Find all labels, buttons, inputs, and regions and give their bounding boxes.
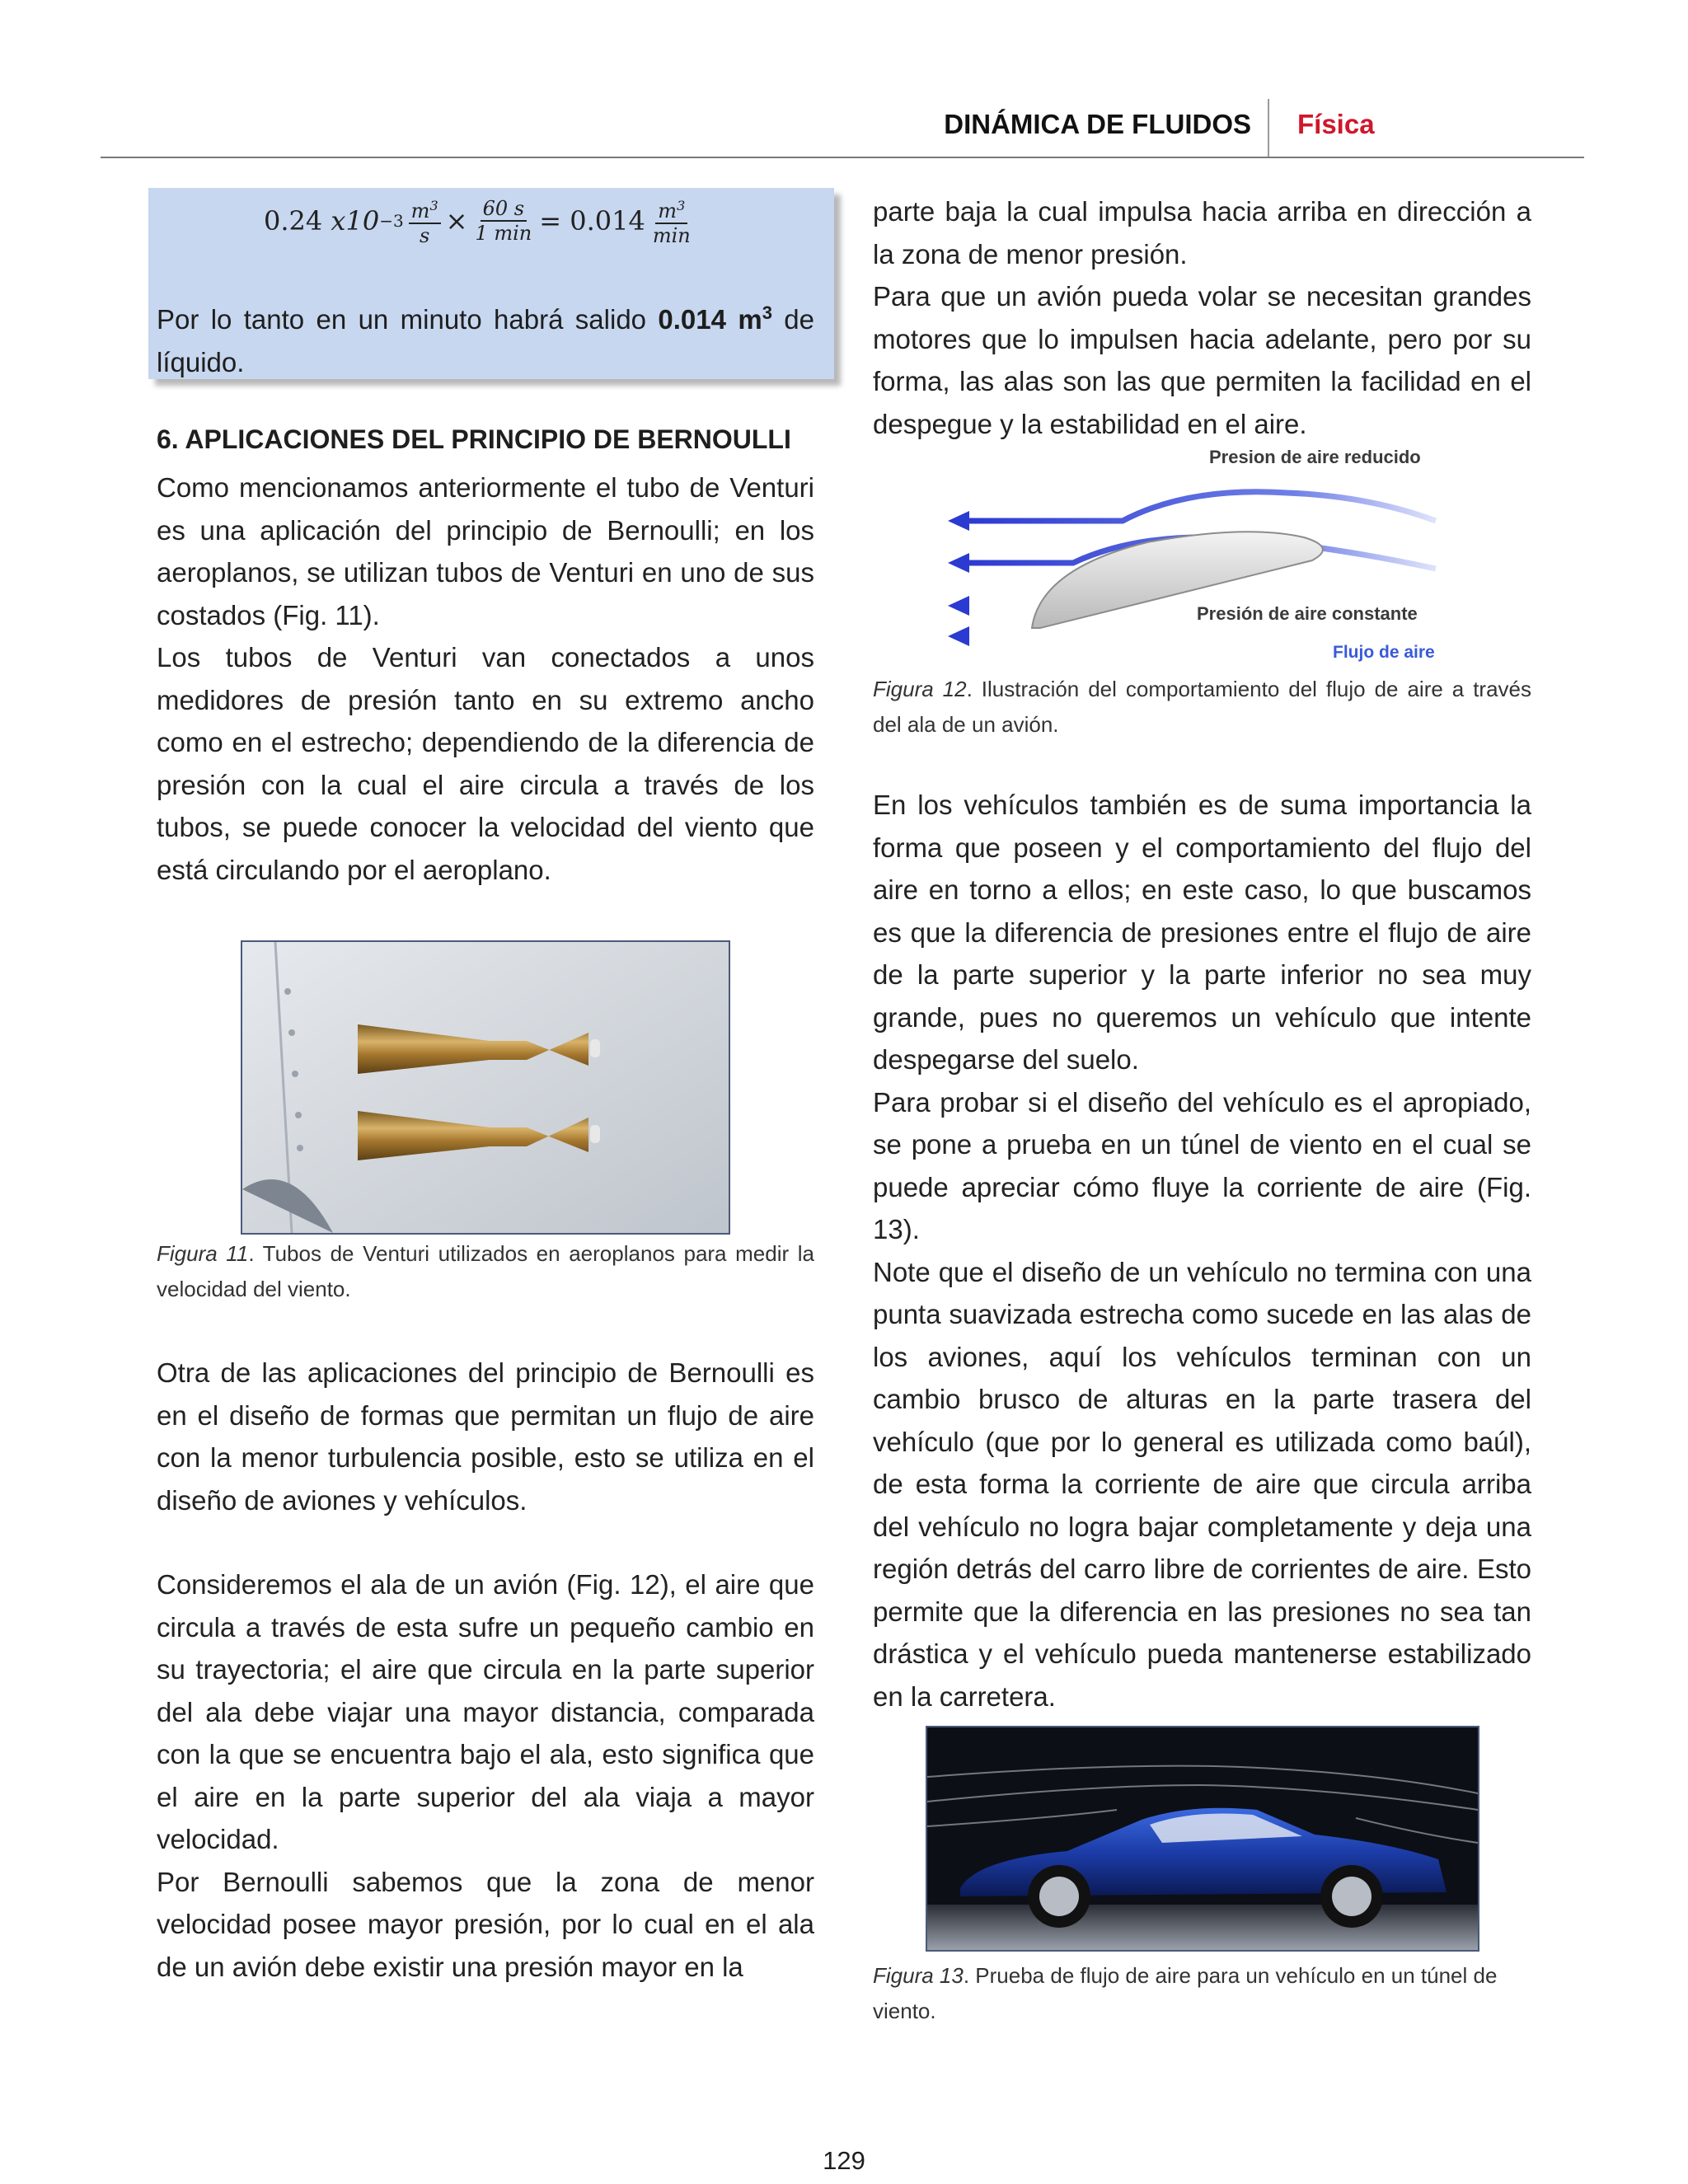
header-subject: Física [1297, 109, 1375, 139]
figure-caption-text: . Ilustración del comportamiento del flujo de aire a través del ala de un avión. [873, 677, 1531, 737]
label-airflow: Flujo de aire [1333, 643, 1435, 662]
figure-13-caption [873, 1958, 1531, 2029]
figure-label: Figura 12 [873, 677, 967, 701]
formula-box [148, 188, 834, 379]
right-column-intro [873, 190, 1531, 445]
formula-x: x10 [331, 205, 380, 237]
conversion-formula [264, 188, 698, 254]
figure-caption-text: . Tubos de Venturi utilizados en aeroplanos para medir la velocidad del viento. [157, 1241, 814, 1301]
paragraph: Consideremos el ala de un avión (Fig. 12), el aire que circula a través de esta sufre un pequeño cambio en su trayectoria; el aire que circula en la parte superior del ala debe viajar una mayor distancia, comparada con la que se encuentra bajo el ala, esto significa que el aire en la parte superior del ala viaja a mayor velocidad. [157, 1569, 814, 1854]
paragraph: Los tubos de Venturi van conectados a unos medidores de presión tanto en su extremo ancho como en el estrecho; dependiendo de la diferencia de presión con la cual el aire circula a través de los tubos, se puede conocer la velocidad del viento que está circulando por el aeroplano. [157, 642, 814, 885]
frac-den: 1 min [475, 222, 532, 245]
figure-label: Figura 13 [873, 1963, 964, 1988]
formula-coef: 0.24 [264, 205, 323, 237]
header-divider [1268, 99, 1269, 157]
formula-exp: −3 [379, 211, 404, 231]
figure-label: Figura 11 [157, 1241, 249, 1266]
paragraph: Para que un avión pueda volar se necesitan grandes motores que lo impulsen hacia adelante, pero por su forma, las alas son las que permiten la facilidad en el despegue y la estabilidad en el aire. [873, 281, 1531, 439]
wing-airflow-figure [941, 445, 1469, 666]
formula-result: = 0.014 [539, 205, 645, 237]
car-wind-tunnel-illustration [927, 1727, 1478, 1950]
frac-num: m [410, 199, 430, 223]
left-column-intro [157, 466, 814, 891]
paragraph: parte baja la cual impulsa hacia arriba en dirección a la zona de menor presión. [873, 196, 1531, 269]
fraction-m3-s [409, 194, 441, 247]
page-number: 129 [823, 2146, 865, 2175]
figure-11-caption [157, 1236, 814, 1307]
formula-conclusion [157, 292, 814, 383]
times-sign: × [445, 205, 468, 237]
conclusion-exp: 3 [762, 302, 772, 323]
frac-num-exp: 3 [429, 198, 438, 213]
left-column-body [157, 1352, 814, 1988]
wing-airflow-diagram [941, 445, 1469, 666]
paragraph: Otra de las aplicaciones del principio de Bernoulli es en el diseño de formas que permitan un flujo de aire con la menor turbulencia posible, esto se utiliza en el diseño de aviones y vehículos. [157, 1357, 814, 1516]
figure-caption-text: . Prueba de flujo de aire para un vehículo en un túnel de viento. [873, 1963, 1498, 2023]
frac-den: min [652, 224, 691, 247]
page-header [101, 99, 1584, 158]
frac-den: s [419, 224, 430, 247]
paragraph: En los vehículos también es de suma importancia la forma que poseen y el comportamiento del flujo del aire en torno a ellos; en este caso, lo que buscamos es que la diferencia de presiones entre el flujo de aire de la parte superior y la parte inferior no sea muy grande, pues no queremos un vehículo que intente despegarse del suelo. [873, 790, 1531, 1075]
conclusion-text: Por lo tanto en un minuto habrá salido [157, 304, 659, 335]
fraction-m3-min [650, 194, 693, 247]
paragraph: Por Bernoulli sabemos que la zona de menor velocidad posee mayor presión, por lo cual en el ala de un avión debe existir una presión mayor en la [157, 1866, 814, 1982]
car-wind-tunnel-photo [926, 1726, 1479, 1952]
frac-num-exp: 3 [677, 198, 686, 213]
conclusion-tail: de líquido. [157, 304, 815, 377]
header-title: DINÁMICA DE FLUIDOS [944, 109, 1251, 139]
frac-num: m [658, 199, 678, 223]
venturi-tubes-illustration [242, 942, 729, 1233]
figure-12-caption [873, 672, 1531, 743]
venturi-tubes-photo [241, 940, 730, 1235]
paragraph: Para probar si el diseño del vehículo es el apropiado, se pone a prueba en un túnel de viento en el cual se puede apreciar cómo fluye la corriente de aire (Fig. 13). [873, 1086, 1531, 1244]
right-column-body [873, 784, 1531, 1718]
label-reduced-pressure: Presion de aire reducido [1209, 447, 1421, 467]
paragraph: Note que el diseño de un vehículo no termina con una punta suavizada estrecha como sucede en las alas de los aviones, aquí los vehículos terminan con un cambio brusco de alturas en la parte trasera del vehículo (que por lo general es utilizada como baúl), de esta forma la corriente de aire que circula arriba del vehículo no logra bajar completamente y deja una región detrás del carro libre de corrientes de aire. Esto permite que la diferencia en las presiones no sea tan drástica y el vehículo pueda mantenerse estabilizado en la carretera. [873, 1256, 1531, 1712]
fraction-60s-1min [472, 197, 534, 245]
section-title: 6. APLICACIONES DEL PRINCIPIO DE BERNOULLI [157, 424, 791, 454]
paragraph: Como mencionamos anteriormente el tubo de Venturi es una aplicación del principio de Bernoulli; en los aeroplanos, se utilizan tubos de Venturi en uno de sus costados (Fig. 11). [157, 472, 814, 630]
label-constant-pressure: Presión de aire constante [1197, 603, 1418, 624]
frac-num: 60 s [481, 197, 527, 222]
conclusion-value: 0.014 m [658, 304, 762, 335]
